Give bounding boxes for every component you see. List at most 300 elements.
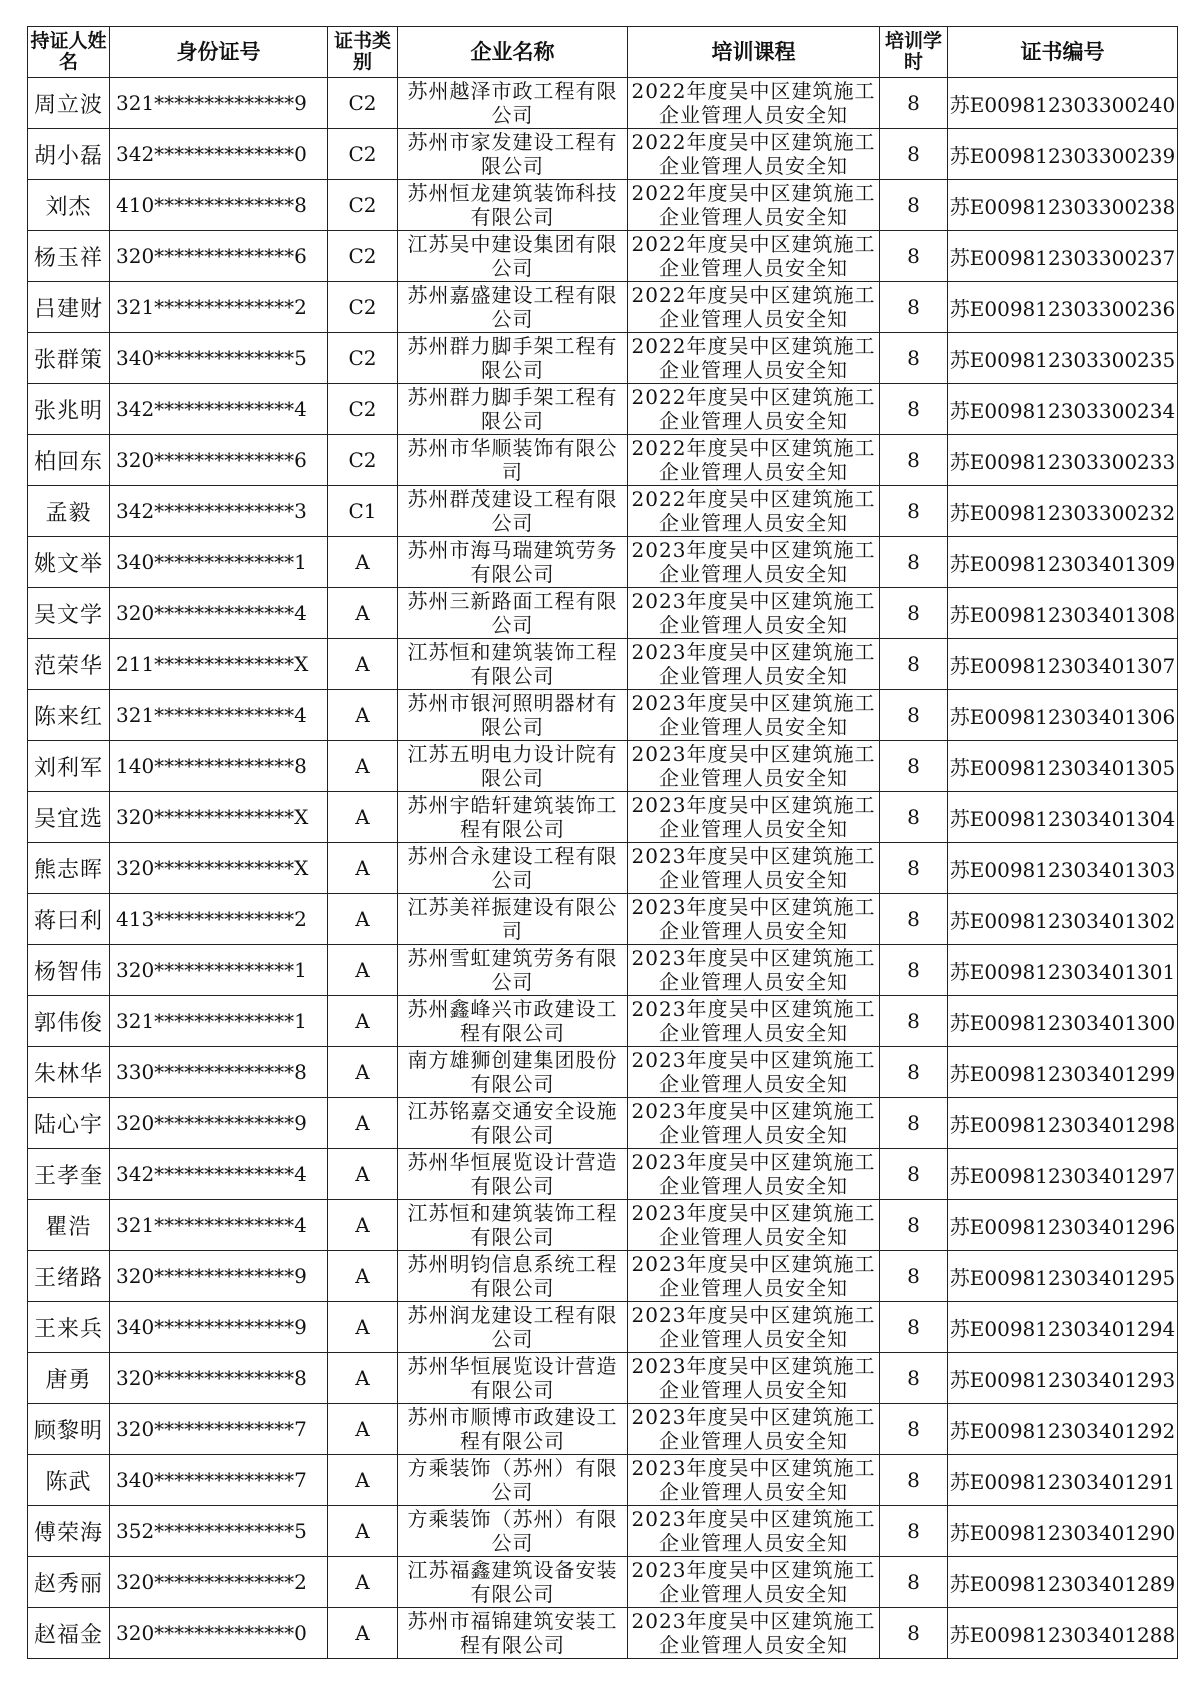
cell-course: [628, 894, 880, 945]
cell-cert-no: 苏E009812303401296: [948, 1200, 1178, 1251]
cell-cert-no: 苏E009812303300232: [948, 486, 1178, 537]
cell-name: 蒋曰利: [28, 894, 110, 945]
cell-hours: 8: [880, 1608, 948, 1659]
cell-category: A: [328, 690, 398, 741]
cell-company: [398, 78, 628, 129]
header-category: 证书类别: [328, 27, 398, 78]
cell-category: C2: [328, 129, 398, 180]
cell-name: 朱林华: [28, 1047, 110, 1098]
table-row: [28, 894, 1178, 945]
cell-category: A: [328, 1353, 398, 1404]
cell-course-text: 2023年度吴中区建筑施工企业管理人员安全知: [631, 1354, 876, 1402]
cell-name: 周立波: [28, 78, 110, 129]
cell-id-number: 340**************1: [110, 537, 328, 588]
cell-category: A: [328, 1455, 398, 1506]
cell-name: 郭伟俊: [28, 996, 110, 1047]
cell-cert-no: 苏E009812303401289: [948, 1557, 1178, 1608]
cell-hours: 8: [880, 639, 948, 690]
cell-hours: 8: [880, 435, 948, 486]
cell-hours: 8: [880, 1251, 948, 1302]
cell-cert-no: 苏E009812303401298: [948, 1098, 1178, 1149]
cell-company-text: 方乘装饰（苏州）有限公司: [407, 1456, 618, 1504]
cell-hours: 8: [880, 1200, 948, 1251]
cell-cert-no: 苏E009812303300233: [948, 435, 1178, 486]
cell-hours: 8: [880, 1353, 948, 1404]
cell-name: 杨玉祥: [28, 231, 110, 282]
cell-course-text: 2022年度吴中区建筑施工企业管理人员安全知: [631, 487, 876, 535]
cell-cert-no: 苏E009812303300236: [948, 282, 1178, 333]
cell-category: A: [328, 588, 398, 639]
header-company: 企业名称: [398, 27, 628, 78]
cell-company: [398, 1200, 628, 1251]
table-row: [28, 588, 1178, 639]
cell-course: [628, 1200, 880, 1251]
cell-company: [398, 996, 628, 1047]
cell-cert-no: 苏E009812303401288: [948, 1608, 1178, 1659]
cell-category: C2: [328, 333, 398, 384]
cell-course: [628, 1557, 880, 1608]
cell-name: 范荣华: [28, 639, 110, 690]
cell-category: A: [328, 1404, 398, 1455]
cell-id-number: 413**************2: [110, 894, 328, 945]
cell-hours: 8: [880, 1506, 948, 1557]
cell-company-text: 苏州群茂建设工程有限公司: [407, 487, 618, 535]
cell-company: [398, 129, 628, 180]
cell-course-text: 2023年度吴中区建筑施工企业管理人员安全知: [631, 1456, 876, 1504]
cell-company-text: 苏州三新路面工程有限公司: [407, 589, 618, 637]
cell-company: [398, 588, 628, 639]
cell-course: [628, 1149, 880, 1200]
cell-name: 孟毅: [28, 486, 110, 537]
cell-hours: 8: [880, 1455, 948, 1506]
cell-hours: 8: [880, 282, 948, 333]
cell-id-number: 342**************4: [110, 1149, 328, 1200]
cell-cert-no: 苏E009812303401302: [948, 894, 1178, 945]
cell-course-text: 2023年度吴中区建筑施工企业管理人员安全知: [631, 640, 876, 688]
cell-cert-no: 苏E009812303401306: [948, 690, 1178, 741]
header-cert-no: 证书编号: [948, 27, 1178, 78]
table-row: [28, 1098, 1178, 1149]
cell-category: A: [328, 945, 398, 996]
cell-name: 王绪路: [28, 1251, 110, 1302]
cell-cert-no: 苏E009812303401297: [948, 1149, 1178, 1200]
table-row: [28, 1149, 1178, 1200]
table-row: [28, 945, 1178, 996]
cell-name: 唐勇: [28, 1353, 110, 1404]
table-row: [28, 996, 1178, 1047]
cell-company: [398, 945, 628, 996]
cell-company: [398, 1353, 628, 1404]
cell-id-number: 321**************2: [110, 282, 328, 333]
cell-id-number: 321**************4: [110, 690, 328, 741]
cell-course: [628, 1302, 880, 1353]
cell-course-text: 2022年度吴中区建筑施工企业管理人员安全知: [631, 334, 876, 382]
table-row: [28, 333, 1178, 384]
cell-company-text: 苏州华恒展览设计营造有限公司: [407, 1150, 618, 1198]
cell-course: [628, 282, 880, 333]
cell-id-number: 320**************1: [110, 945, 328, 996]
cell-course: [628, 741, 880, 792]
cell-company-text: 苏州嘉盛建设工程有限公司: [407, 283, 618, 331]
cell-course-text: 2023年度吴中区建筑施工企业管理人员安全知: [631, 1201, 876, 1249]
cell-hours: 8: [880, 180, 948, 231]
cell-id-number: 321**************1: [110, 996, 328, 1047]
cell-category: A: [328, 537, 398, 588]
cell-category: A: [328, 996, 398, 1047]
cell-course-text: 2023年度吴中区建筑施工企业管理人员安全知: [631, 1507, 876, 1555]
cell-name: 赵秀丽: [28, 1557, 110, 1608]
cell-category: A: [328, 1200, 398, 1251]
cell-course: [628, 1098, 880, 1149]
cell-company-text: 江苏福鑫建筑设备安装有限公司: [407, 1558, 618, 1606]
cell-cert-no: 苏E009812303401307: [948, 639, 1178, 690]
cell-category: A: [328, 639, 398, 690]
cell-hours: 8: [880, 231, 948, 282]
certificate-table: [27, 26, 1178, 1659]
cell-course: [628, 1353, 880, 1404]
cell-cert-no: 苏E009812303401308: [948, 588, 1178, 639]
cell-company: [398, 1557, 628, 1608]
cell-course: [628, 1047, 880, 1098]
table-row: [28, 486, 1178, 537]
cell-cert-no: 苏E009812303401303: [948, 843, 1178, 894]
cell-course: [628, 996, 880, 1047]
cell-name: 刘利军: [28, 741, 110, 792]
cell-cert-no: 苏E009812303401294: [948, 1302, 1178, 1353]
cell-cert-no: 苏E009812303401295: [948, 1251, 1178, 1302]
table-row: [28, 282, 1178, 333]
cell-company: [398, 1455, 628, 1506]
header-name: 持证人姓名: [28, 27, 110, 78]
cell-category: C1: [328, 486, 398, 537]
cell-company: [398, 231, 628, 282]
cell-cert-no: 苏E009812303300240: [948, 78, 1178, 129]
table-row: [28, 537, 1178, 588]
cell-name: 吴宜选: [28, 792, 110, 843]
cell-hours: 8: [880, 588, 948, 639]
cell-hours: 8: [880, 1047, 948, 1098]
cell-course: [628, 690, 880, 741]
cell-id-number: 342**************0: [110, 129, 328, 180]
cell-id-number: 320**************9: [110, 1098, 328, 1149]
cell-company-text: 苏州华恒展览设计营造有限公司: [407, 1354, 618, 1402]
cell-course-text: 2023年度吴中区建筑施工企业管理人员安全知: [631, 538, 876, 586]
cell-company: [398, 1506, 628, 1557]
table-row: [28, 639, 1178, 690]
cell-course: [628, 78, 880, 129]
cell-category: C2: [328, 180, 398, 231]
table-row: [28, 741, 1178, 792]
cell-course: [628, 435, 880, 486]
cell-category: C2: [328, 231, 398, 282]
cell-category: A: [328, 792, 398, 843]
table-row: [28, 1608, 1178, 1659]
cell-course-text: 2023年度吴中区建筑施工企业管理人员安全知: [631, 589, 876, 637]
table-row: [28, 1302, 1178, 1353]
cell-id-number: 320**************9: [110, 1251, 328, 1302]
cell-id-number: 321**************4: [110, 1200, 328, 1251]
cell-cert-no: 苏E009812303401292: [948, 1404, 1178, 1455]
cell-course-text: 2023年度吴中区建筑施工企业管理人员安全知: [631, 997, 876, 1045]
cell-company: [398, 1302, 628, 1353]
cell-company-text: 苏州合永建设工程有限公司: [407, 844, 618, 892]
cell-category: A: [328, 1608, 398, 1659]
cell-course: [628, 792, 880, 843]
cell-company: [398, 384, 628, 435]
header-id: 身份证号: [110, 27, 328, 78]
cell-company-text: 苏州市福锦建筑安装工程有限公司: [407, 1609, 618, 1657]
cell-name: 吕建财: [28, 282, 110, 333]
cell-name: 吴文学: [28, 588, 110, 639]
cell-course: [628, 1455, 880, 1506]
cell-cert-no: 苏E009812303401309: [948, 537, 1178, 588]
table-row: [28, 78, 1178, 129]
cell-id-number: 321**************9: [110, 78, 328, 129]
cell-category: A: [328, 1251, 398, 1302]
cell-hours: 8: [880, 996, 948, 1047]
cell-company-text: 苏州市顺博市政建设工程有限公司: [407, 1405, 618, 1453]
cell-cert-no: 苏E009812303401291: [948, 1455, 1178, 1506]
cell-company: [398, 639, 628, 690]
cell-company-text: 方乘装饰（苏州）有限公司: [407, 1507, 618, 1555]
cell-company-text: 苏州明钧信息系统工程有限公司: [407, 1252, 618, 1300]
cell-category: C2: [328, 282, 398, 333]
cell-company-text: 江苏恒和建筑装饰工程有限公司: [407, 1201, 618, 1249]
cell-company: [398, 1047, 628, 1098]
cell-hours: 8: [880, 129, 948, 180]
table-row: [28, 1557, 1178, 1608]
cell-cert-no: 苏E009812303401301: [948, 945, 1178, 996]
cell-company: [398, 1608, 628, 1659]
cell-hours: 8: [880, 843, 948, 894]
cell-company: [398, 1149, 628, 1200]
cell-id-number: 320**************X: [110, 792, 328, 843]
cell-course-text: 2023年度吴中区建筑施工企业管理人员安全知: [631, 1609, 876, 1657]
cell-course-text: 2022年度吴中区建筑施工企业管理人员安全知: [631, 79, 876, 127]
table-row: [28, 792, 1178, 843]
cell-course: [628, 333, 880, 384]
cell-id-number: 320**************6: [110, 435, 328, 486]
cell-cert-no: 苏E009812303300238: [948, 180, 1178, 231]
cell-company: [398, 792, 628, 843]
cell-course: [628, 129, 880, 180]
cell-name: 张群策: [28, 333, 110, 384]
cell-company-text: 苏州润龙建设工程有限公司: [407, 1303, 618, 1351]
cell-name: 顾黎明: [28, 1404, 110, 1455]
cell-id-number: 410**************8: [110, 180, 328, 231]
cell-id-number: 342**************3: [110, 486, 328, 537]
cell-hours: 8: [880, 1098, 948, 1149]
cell-hours: 8: [880, 1302, 948, 1353]
cell-hours: 8: [880, 945, 948, 996]
cell-hours: 8: [880, 1149, 948, 1200]
cell-category: A: [328, 1302, 398, 1353]
cell-course: [628, 231, 880, 282]
cell-cert-no: 苏E009812303401305: [948, 741, 1178, 792]
table-row: [28, 1200, 1178, 1251]
cell-course-text: 2023年度吴中区建筑施工企业管理人员安全知: [631, 1099, 876, 1147]
cell-course-text: 2023年度吴中区建筑施工企业管理人员安全知: [631, 946, 876, 994]
cell-course: [628, 1608, 880, 1659]
cell-name: 张兆明: [28, 384, 110, 435]
cell-id-number: 211**************X: [110, 639, 328, 690]
cell-company: [398, 894, 628, 945]
cell-hours: 8: [880, 894, 948, 945]
cell-category: A: [328, 1149, 398, 1200]
cell-id-number: 340**************9: [110, 1302, 328, 1353]
cell-course-text: 2023年度吴中区建筑施工企业管理人员安全知: [631, 793, 876, 841]
cell-category: A: [328, 894, 398, 945]
cell-cert-no: 苏E009812303401300: [948, 996, 1178, 1047]
cell-name: 姚文举: [28, 537, 110, 588]
cell-id-number: 320**************7: [110, 1404, 328, 1455]
header-hours: 培训学时: [880, 27, 948, 78]
cell-name: 陈来红: [28, 690, 110, 741]
table-row: [28, 1506, 1178, 1557]
table-row: [28, 690, 1178, 741]
cell-name: 王孝奎: [28, 1149, 110, 1200]
cell-course: [628, 1506, 880, 1557]
table-row: [28, 231, 1178, 282]
cell-id-number: 320**************0: [110, 1608, 328, 1659]
cell-course: [628, 588, 880, 639]
cell-company: [398, 180, 628, 231]
cell-company: [398, 435, 628, 486]
cell-course-text: 2022年度吴中区建筑施工企业管理人员安全知: [631, 130, 876, 178]
cell-course: [628, 537, 880, 588]
cell-company-text: 苏州恒龙建筑装饰科技有限公司: [407, 181, 618, 229]
cell-course: [628, 843, 880, 894]
cell-hours: 8: [880, 537, 948, 588]
cell-company-text: 苏州市海马瑞建筑劳务有限公司: [407, 538, 618, 586]
cell-company: [398, 282, 628, 333]
cell-id-number: 340**************7: [110, 1455, 328, 1506]
cell-id-number: 320**************2: [110, 1557, 328, 1608]
cell-cert-no: 苏E009812303401293: [948, 1353, 1178, 1404]
cell-company-text: 苏州群力脚手架工程有限公司: [407, 334, 618, 382]
cell-category: C2: [328, 435, 398, 486]
cell-company-text: 苏州雪虹建筑劳务有限公司: [407, 946, 618, 994]
table-header: [28, 27, 1178, 78]
cell-id-number: 330**************8: [110, 1047, 328, 1098]
table-row: [28, 1404, 1178, 1455]
cell-company: [398, 333, 628, 384]
cell-course-text: 2023年度吴中区建筑施工企业管理人员安全知: [631, 1048, 876, 1096]
table-body: [28, 78, 1178, 1659]
cell-hours: 8: [880, 384, 948, 435]
cell-company: [398, 1251, 628, 1302]
cell-company-text: 江苏铭嘉交通安全设施有限公司: [407, 1099, 618, 1147]
cell-category: C2: [328, 384, 398, 435]
cell-company-text: 江苏恒和建筑装饰工程有限公司: [407, 640, 618, 688]
cell-hours: 8: [880, 486, 948, 537]
cell-course-text: 2023年度吴中区建筑施工企业管理人员安全知: [631, 1558, 876, 1606]
cell-id-number: 352**************5: [110, 1506, 328, 1557]
cell-id-number: 140**************8: [110, 741, 328, 792]
cell-company-text: 南方雄狮创建集团股份有限公司: [407, 1048, 618, 1096]
cell-cert-no: 苏E009812303401304: [948, 792, 1178, 843]
cell-company-text: 苏州鑫峰兴市政建设工程有限公司: [407, 997, 618, 1045]
header-row: [28, 27, 1178, 78]
cell-course-text: 2023年度吴中区建筑施工企业管理人员安全知: [631, 742, 876, 790]
table-row: [28, 843, 1178, 894]
cell-cert-no: 苏E009812303401290: [948, 1506, 1178, 1557]
cell-category: A: [328, 1047, 398, 1098]
cell-company-text: 苏州越泽市政工程有限公司: [407, 79, 618, 127]
cell-category: A: [328, 741, 398, 792]
table-row: [28, 1353, 1178, 1404]
cell-course-text: 2023年度吴中区建筑施工企业管理人员安全知: [631, 895, 876, 943]
table-row: [28, 435, 1178, 486]
cell-course-text: 2022年度吴中区建筑施工企业管理人员安全知: [631, 283, 876, 331]
cell-hours: 8: [880, 792, 948, 843]
cell-id-number: 320**************4: [110, 588, 328, 639]
cell-course-text: 2022年度吴中区建筑施工企业管理人员安全知: [631, 436, 876, 484]
cell-company: [398, 843, 628, 894]
cell-course-text: 2023年度吴中区建筑施工企业管理人员安全知: [631, 1405, 876, 1453]
cell-category: A: [328, 1557, 398, 1608]
cell-company: [398, 1404, 628, 1455]
cell-category: C2: [328, 78, 398, 129]
table-row: [28, 129, 1178, 180]
cell-company: [398, 486, 628, 537]
cell-id-number: 320**************8: [110, 1353, 328, 1404]
cell-id-number: 342**************4: [110, 384, 328, 435]
cell-hours: 8: [880, 1404, 948, 1455]
cell-company: [398, 741, 628, 792]
cell-name: 赵福金: [28, 1608, 110, 1659]
cell-id-number: 320**************X: [110, 843, 328, 894]
cell-company: [398, 537, 628, 588]
cell-name: 胡小磊: [28, 129, 110, 180]
cell-hours: 8: [880, 741, 948, 792]
cell-company-text: 苏州市家发建设工程有限公司: [407, 130, 618, 178]
cell-name: 傅荣海: [28, 1506, 110, 1557]
cell-course: [628, 384, 880, 435]
cell-id-number: 340**************5: [110, 333, 328, 384]
cell-course-text: 2023年度吴中区建筑施工企业管理人员安全知: [631, 691, 876, 739]
cell-cert-no: 苏E009812303401299: [948, 1047, 1178, 1098]
cell-company-text: 苏州群力脚手架工程有限公司: [407, 385, 618, 433]
cell-course-text: 2023年度吴中区建筑施工企业管理人员安全知: [631, 1150, 876, 1198]
cell-course: [628, 1251, 880, 1302]
cell-company: [398, 690, 628, 741]
cell-category: A: [328, 843, 398, 894]
header-course: 培训课程: [628, 27, 880, 78]
cell-course-text: 2022年度吴中区建筑施工企业管理人员安全知: [631, 181, 876, 229]
cell-course-text: 2023年度吴中区建筑施工企业管理人员安全知: [631, 1252, 876, 1300]
cell-id-number: 320**************6: [110, 231, 328, 282]
table-row: [28, 1455, 1178, 1506]
cell-course: [628, 180, 880, 231]
table-row: [28, 1251, 1178, 1302]
cell-name: 瞿浩: [28, 1200, 110, 1251]
cell-name: 杨智伟: [28, 945, 110, 996]
cell-cert-no: 苏E009812303300239: [948, 129, 1178, 180]
cell-course: [628, 486, 880, 537]
cell-course-text: 2023年度吴中区建筑施工企业管理人员安全知: [631, 1303, 876, 1351]
cell-course: [628, 945, 880, 996]
cell-cert-no: 苏E009812303300237: [948, 231, 1178, 282]
cell-course: [628, 1404, 880, 1455]
cell-hours: 8: [880, 1557, 948, 1608]
cell-hours: 8: [880, 333, 948, 384]
cell-category: A: [328, 1098, 398, 1149]
cell-name: 熊志晖: [28, 843, 110, 894]
cell-hours: 8: [880, 78, 948, 129]
table-row: [28, 1047, 1178, 1098]
cell-name: 陈武: [28, 1455, 110, 1506]
